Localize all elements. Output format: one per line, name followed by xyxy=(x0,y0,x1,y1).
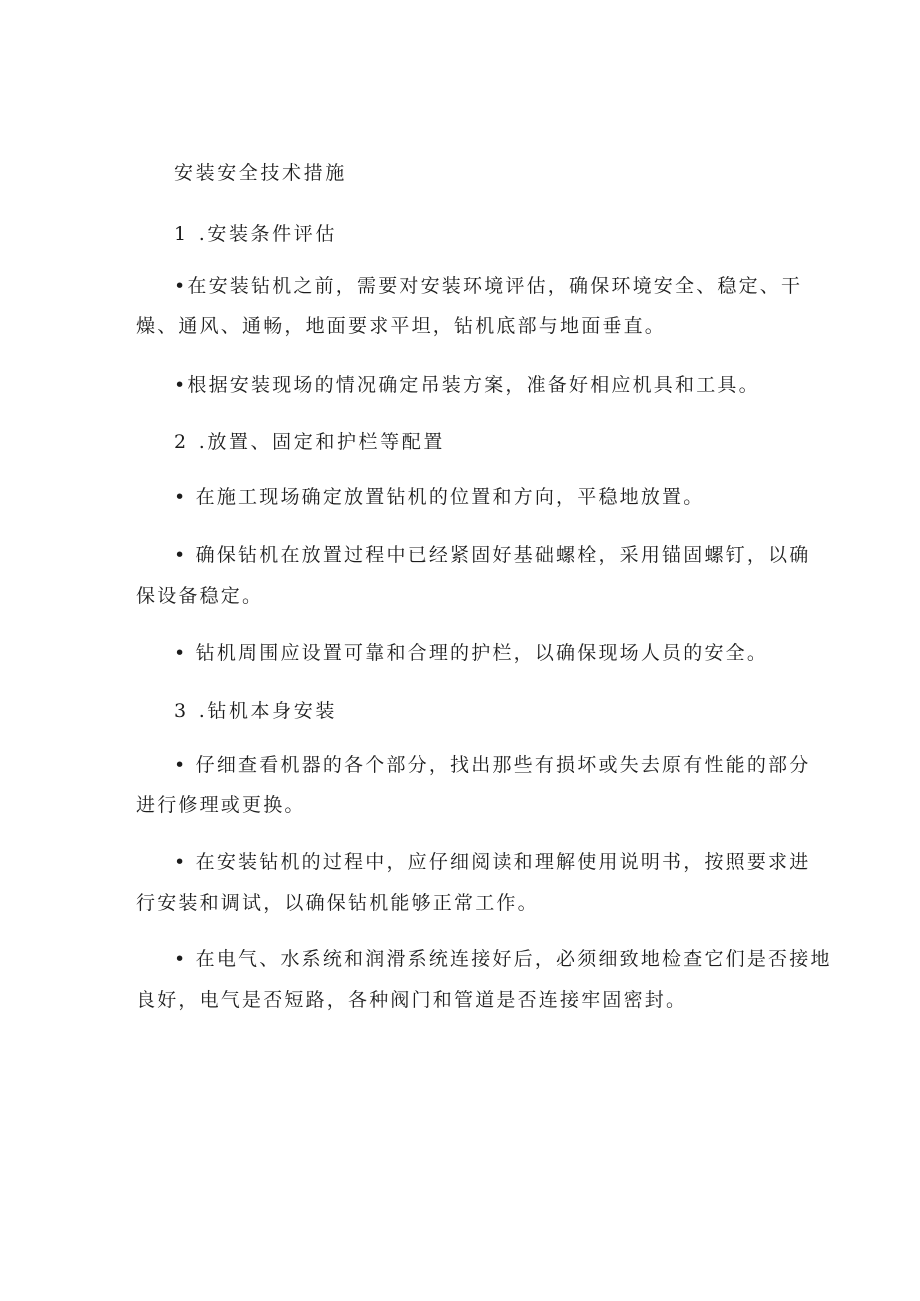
section-number: 2 xyxy=(174,431,189,453)
page-title: 安装安全技术措施 xyxy=(174,162,347,184)
list-item-line: • 在电气、水系统和润滑系统连接好后，必须细致地检查它们是否接地 xyxy=(174,948,832,970)
list-item-line-continuation: 行安装和调试，以确保钻机能够正常工作。 xyxy=(136,892,539,914)
list-item-line-continuation: 良好，电气是否短路，各种阀门和管道是否连接牢固密封。 xyxy=(136,989,688,1011)
list-item-line: •根据安装现场的情况确定吊装方案，准备好相应机具和工具。 xyxy=(174,374,760,396)
list-item-line: • 在施工现场确定放置钻机的位置和方向，平稳地放置。 xyxy=(174,486,705,508)
section-title: .放置、固定和护栏等配置 xyxy=(198,431,445,453)
list-item-line-continuation: 进行修理或更换。 xyxy=(136,794,306,816)
list-item-line: • 确保钻机在放置过程中已经紧固好基础螺栓，采用锚固螺钉，以确 xyxy=(174,544,811,566)
section-title: .钻机本身安装 xyxy=(198,700,337,722)
list-item-line: • 在安装钻机的过程中，应仔细阅读和理解使用说明书，按照要求进 xyxy=(174,851,811,873)
section-title: .安装条件评估 xyxy=(198,223,337,245)
list-item-line: • 钻机周围应设置可靠和合理的护栏，以确保现场人员的安全。 xyxy=(174,642,769,664)
section-heading-2 xyxy=(174,430,834,454)
list-item-line: •在安装钻机之前，需要对安装环境评估，确保环境安全、稳定、干 xyxy=(174,275,803,297)
section-number: 3 xyxy=(174,700,189,722)
list-item-line-continuation: 燥、通风、通畅，地面要求平坦，钻机底部与地面垂直。 xyxy=(136,315,667,337)
list-item-line: • 仔细查看机器的各个部分，找出那些有损坏或失去原有性能的部分 xyxy=(174,754,811,776)
list-item-line-continuation: 保设备稳定。 xyxy=(136,585,264,607)
section-heading-3 xyxy=(174,699,834,723)
section-number: 1 xyxy=(174,223,189,245)
section-heading-1 xyxy=(174,222,834,246)
